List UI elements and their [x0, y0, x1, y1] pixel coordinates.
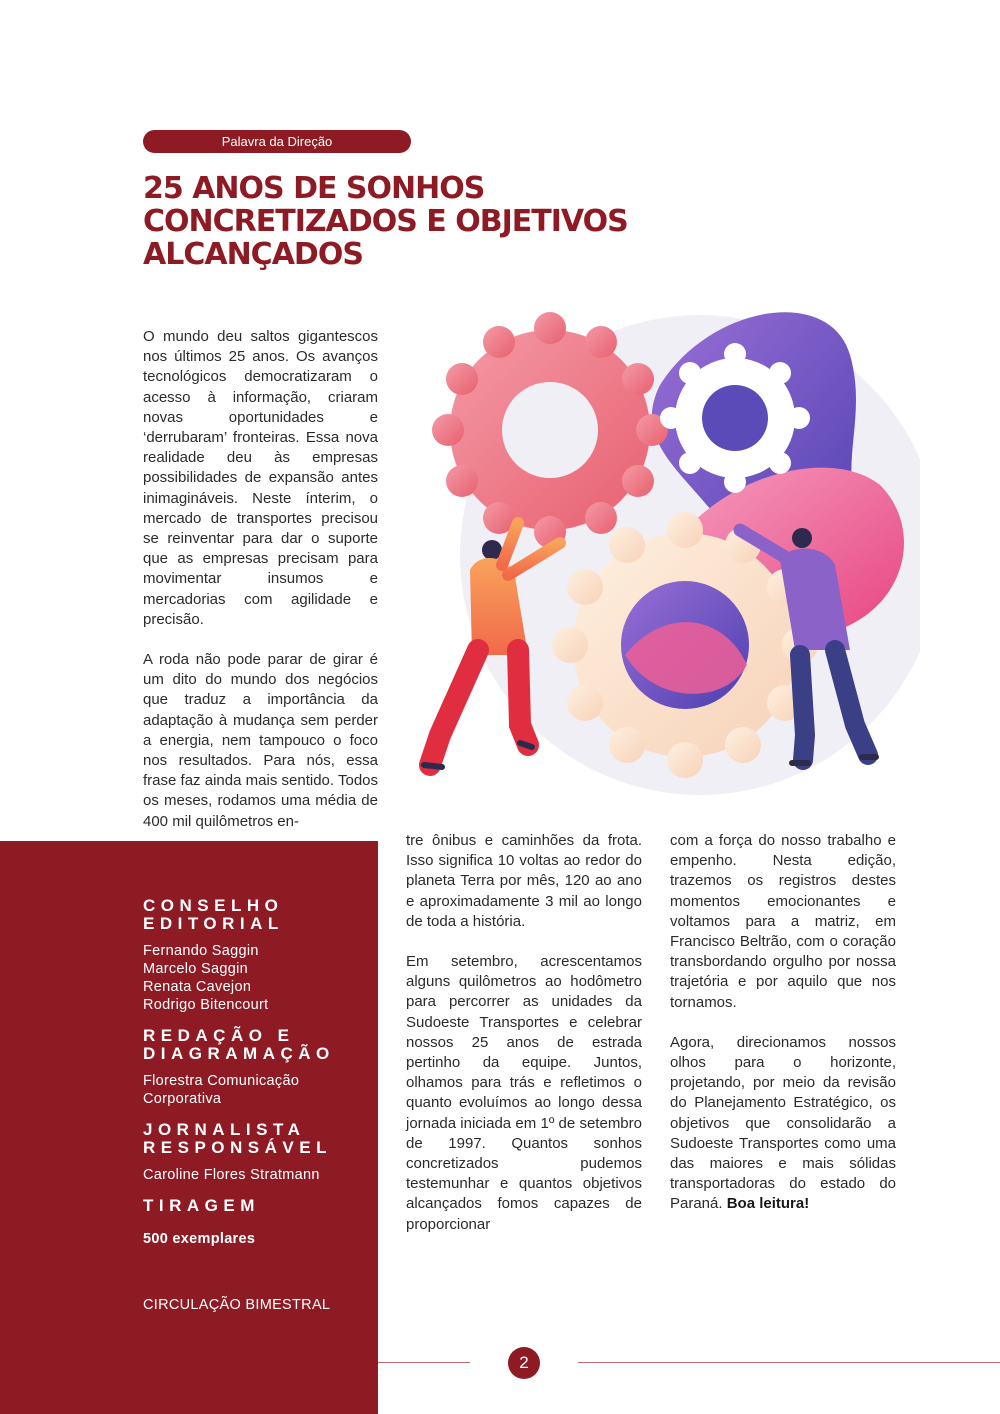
heading-line: REDAÇÃO E [143, 1026, 295, 1045]
credit-name: Corporativa [143, 1091, 222, 1107]
heading-line: EDITORIAL [143, 914, 284, 933]
paragraph: A roda não pode parar de girar é um dito do mundo dos negócios que traduz a importância da adaptação à mudança sem perder a energia, nem tampouco o foco nos resultados. Para nós, essa frase faz ainda mais sentido. Todos os meses, rodamos uma média de 400 mil quilômetros en- [143, 651, 378, 830]
footer-divider-right [578, 1362, 1000, 1363]
paragraph: tre ônibus e caminhões da frota. Isso significa 10 voltas ao redor do planeta Terra por mês, 120 ao ano e aproximadamente 3 mil ao longo de toda a história. [406, 832, 642, 930]
article-column-3 [670, 831, 896, 1215]
editorial-sidebar [0, 841, 378, 1414]
credit-heading [143, 1121, 363, 1157]
article-column-1 [143, 327, 378, 832]
tiragem [143, 1197, 363, 1248]
credit-name: Rodrigo Bitencourt [143, 997, 269, 1013]
paragraph-text: Agora, direcionamos nossos olhos para o horizonte, projetando, por meio da revisão do Planejamento Estratégico, os objetivos que consolidarão a Sudoeste Transportes como uma das maiores e mais sólidas transportadoras do estado do Paraná. [670, 1033, 896, 1213]
section-label: Palavra da Direção [143, 130, 411, 153]
credit-heading: TIRAGEM [143, 1196, 260, 1215]
credit-heading [143, 897, 363, 933]
paragraph: Em setembro, acrescentamos alguns quilômetros ao hodômetro para percorrer as unidades da Sudoeste Transportes e celebrar nossos 25 anos de estrada pertinho da equipe. Juntos, olhamos para trás e refletimos o quanto evoluímos ao longo dessa jornada iniciada em 1º de setembro de 1997. Quantos sonhos concretizados pudemos testemunhar e quantos objetivos alcançados fomos capazes de proporcionar [406, 953, 642, 1233]
title-line-3: ALCANÇADOS [143, 237, 363, 272]
jornalista-responsavel [143, 1121, 363, 1184]
credit-name: Fernando Saggin [143, 943, 259, 959]
redacao-diagramacao [143, 1027, 363, 1108]
footer-divider-left [378, 1362, 470, 1363]
article-column-2 [406, 831, 642, 1235]
page-title [143, 172, 703, 271]
credit-name: Florestra Comunicação [143, 1073, 300, 1089]
closing-text: Boa leitura! [726, 1195, 810, 1213]
white-gear [660, 343, 810, 493]
heading-line: DIAGRAMAÇÃO [143, 1044, 335, 1063]
paragraph [670, 1033, 896, 1215]
tiragem-value: 500 exemplares [143, 1230, 256, 1247]
heading-line: RESPONSÁVEL [143, 1138, 332, 1157]
paragraph: com a força do nosso trabalho e empenho. Nesta edição, trazemos os registros destes momentos emocionantes e voltamos para a matriz, em Francisco Beltrão, com o coração transbordando orgulho por nossa trajetória e por aquilo que nos tornamos. [670, 832, 896, 1011]
circulation-text: CIRCULAÇÃO BIMESTRAL [143, 1297, 331, 1313]
paragraph: O mundo deu saltos gigantescos nos últimos 25 anos. Os avanços tecnológicos democratizaram o acesso à informação, criaram novas oportunidades e ‘derrubaram’ fronteiras. Essa nova realidade deu às empresas possibilidades de expansão antes inimagináveis. Neste ínterim, o mercado de transportes precisou se reinventar para dar o suporte que as empresas precisam para movimentar insumos e mercadorias com agilidade e precisão. [143, 328, 378, 628]
credit-name: Marcelo Saggin [143, 961, 248, 977]
heading-line: JORNALISTA [143, 1120, 306, 1139]
title-line-2: CONCRETIZADOS E OBJETIVOS [143, 204, 628, 239]
credit-heading [143, 1027, 363, 1063]
credit-name: Renata Cavejon [143, 979, 252, 995]
credits-block [143, 897, 363, 1262]
conselho-editorial [143, 897, 363, 1014]
title-line-1: 25 ANOS DE SONHOS [143, 171, 485, 206]
gears-illustration-icon [410, 295, 920, 805]
credit-name: Caroline Flores Stratmann [143, 1167, 320, 1183]
page-number: 2 [508, 1347, 540, 1379]
heading-line: CONSELHO [143, 896, 284, 915]
